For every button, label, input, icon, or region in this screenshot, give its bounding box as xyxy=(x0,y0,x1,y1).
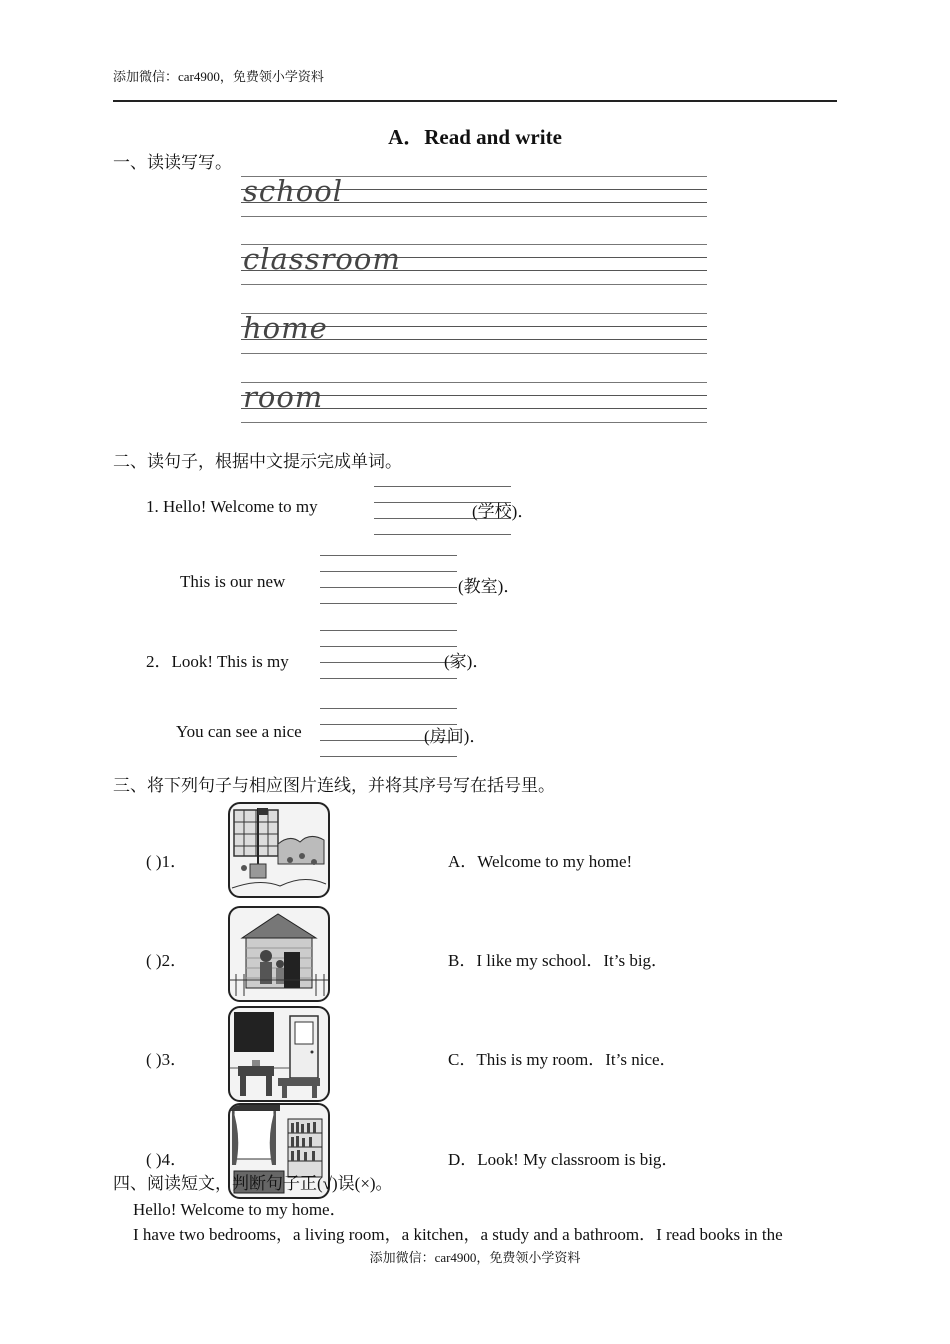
writing-lines-room[interactable] xyxy=(241,382,707,424)
section2-heading: 二、读句子，根据中文提示完成单词。 xyxy=(113,452,402,471)
header-note: 添加微信：car4900，免费领小学资料 xyxy=(113,69,324,84)
header-rule xyxy=(113,100,837,102)
section1-heading: 一、读读写写。 xyxy=(113,153,232,172)
sentence-1b: This is our new xyxy=(180,572,286,591)
section3-heading: 三、将下列句子与相应图片连线，并将其序号写在括号里。 xyxy=(113,776,555,795)
match-number-3[interactable]: ( )3． xyxy=(146,1050,188,1069)
option-a: A．Welcome to my home! xyxy=(448,852,633,871)
house-family-picture[interactable] xyxy=(228,906,330,1002)
answer-blank-classroom[interactable] xyxy=(320,555,457,605)
section4-heading: 四、阅读短文，判断句子正(√)误(×)。 xyxy=(113,1174,393,1193)
match-number-1[interactable]: ( )1． xyxy=(146,852,188,871)
writing-lines-home[interactable] xyxy=(241,313,707,355)
option-c: C．This is my room．It’s nice． xyxy=(448,1050,677,1069)
sentence-2b: You can see a nice xyxy=(176,722,302,741)
option-d: D．Look! My classroom is big． xyxy=(448,1150,679,1169)
passage-line-2: I have two bedrooms，a living room，a kitchen，a study and a bathroom．I read books in the xyxy=(133,1225,783,1244)
match-number-2[interactable]: ( )2． xyxy=(146,951,188,970)
hint-school: (学校)． xyxy=(472,502,535,521)
match-number-4[interactable]: ( )4． xyxy=(146,1150,188,1169)
hint-home: (家)． xyxy=(444,652,490,671)
writing-lines-classroom[interactable] xyxy=(241,244,707,286)
writing-lines-school[interactable] xyxy=(241,176,707,218)
footer-note: 添加微信：car4900，免费领小学资料 xyxy=(369,1250,581,1265)
classroom-picture[interactable] xyxy=(228,1006,330,1102)
sentence-2a: 2．Look! This is my xyxy=(146,652,289,671)
page-title: A．Read and write xyxy=(388,125,562,149)
hint-room: (房间)． xyxy=(424,727,487,746)
sentence-1a: 1. Hello! Welcome to my xyxy=(146,497,318,516)
passage-line-1: Hello! Welcome to my home． xyxy=(133,1200,347,1219)
copy-word: school xyxy=(243,174,343,208)
hint-classroom: (教室)． xyxy=(458,577,521,596)
answer-blank-home[interactable] xyxy=(320,630,457,680)
copy-word: room xyxy=(243,380,324,414)
copy-word: classroom xyxy=(243,242,401,276)
copy-word: home xyxy=(243,311,328,345)
option-b: B．I like my school．It’s big． xyxy=(448,951,669,970)
school-building-picture[interactable] xyxy=(228,802,330,898)
